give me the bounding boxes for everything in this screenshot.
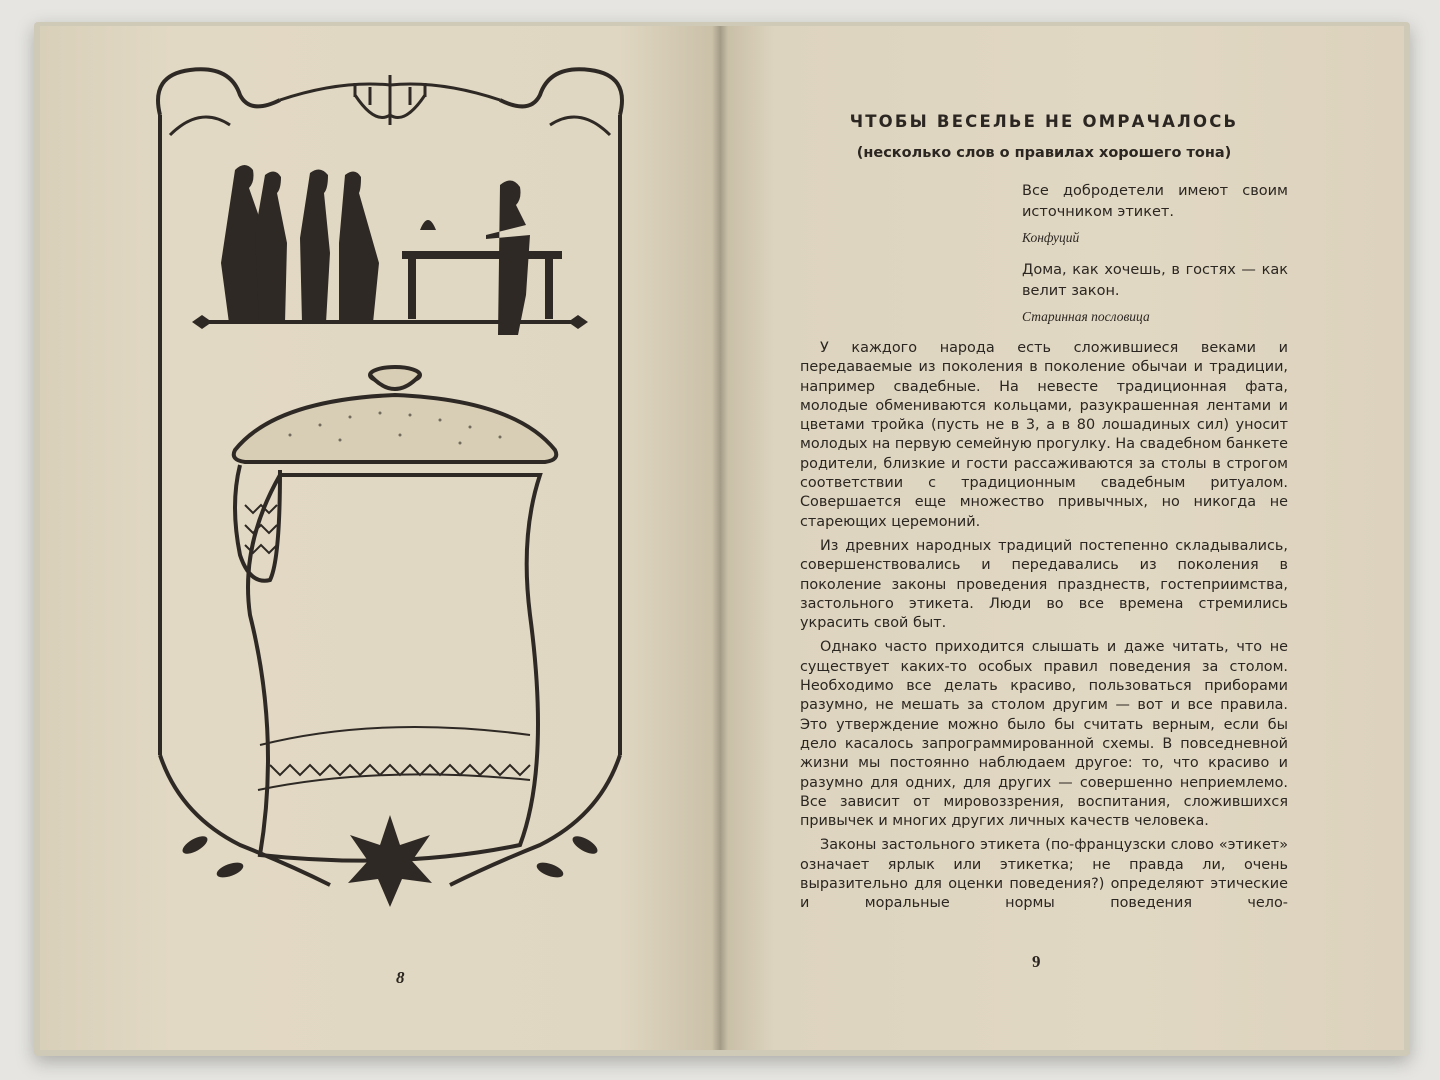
body-text <box>800 339 1288 914</box>
page-number-left: 8 <box>396 968 405 987</box>
candelabrum-icon <box>355 75 425 125</box>
guests-silhouette-icon <box>192 165 588 335</box>
paragraph: Однако часто приходится слышать и даже читать, что не существует каких-то особых правил поведения за столом. Необходимо все делать красиво, пользоваться приборами разумно, не мешать за столом другим — вот и все правила. Это утверждение можно было бы считать верным, если бы дело касалось запрограммированной схемы. В повседневной жизни мы постоянно наблюдаем другое: то, что красиво и разумно для одних, для других — совершенно неприемлемо. Все зависит от мировоззрения, воспитания, сложившихся привычек и многих других личных качеств человека. <box>800 639 1288 830</box>
embroidered-towel-icon <box>235 465 540 861</box>
book-gutter <box>712 26 728 1050</box>
decorative-illustration <box>140 55 640 935</box>
bread-loaf-icon <box>234 367 557 462</box>
chapter-title: ЧТОБЫ ВЕСЕЛЬЕ НЕ ОМРАЧАЛОСЬ <box>849 112 1239 131</box>
paragraph: Из древних народных традиций постепенно складывались, совершенствовались и передавались из поколения в поколение законы проведения празднеств, гостеприимства, застольного этикета. Люди во все времена стремились украсить свой быт. <box>800 537 1288 632</box>
epigraph-text: Все добродетели имеют своим источником этикет. <box>1022 183 1288 220</box>
epigraph-author: Старинная пословица <box>1022 309 1150 324</box>
paragraph: У каждого народа есть сложившиеся веками и передаваемые из поколения в поколение обычаи и традиции, например свадебные. На невесте традиционная фата, молодые обмениваются кольцами, разукрашенная лентами и цветами тройка (пусть не в 3, а в 80 лошадиных сил) уносит молодых на первую семейную прогулку. На свадебном банкете родители, близкие и гости рассаживаются за столы в строгом соответствии с традиционным свадебным ритуалом. Совершается еще множество привычных, но никогда не стареющих церемоний. <box>800 340 1289 530</box>
paragraph: Законы застольного этикета (по-французски слово «этикет» означает ярлык или этикетка; не правда ли, очень выразительно для оценки поведения?) определяют этические и моральные нормы поведения чело- <box>800 837 1288 912</box>
floral-ornament-icon <box>160 755 620 907</box>
chapter-subtitle: (несколько слов о правилах хорошего тона) <box>856 145 1232 161</box>
epigraph-author: Конфуций <box>1022 230 1080 245</box>
epigraph-text: Дома, как хочешь, в гостях — как велит закон. <box>1022 262 1288 299</box>
towel-embroidery <box>245 505 530 775</box>
page-number-right: 9 <box>1032 952 1041 971</box>
right-page-text <box>800 112 1288 919</box>
epigraph <box>1022 181 1288 327</box>
